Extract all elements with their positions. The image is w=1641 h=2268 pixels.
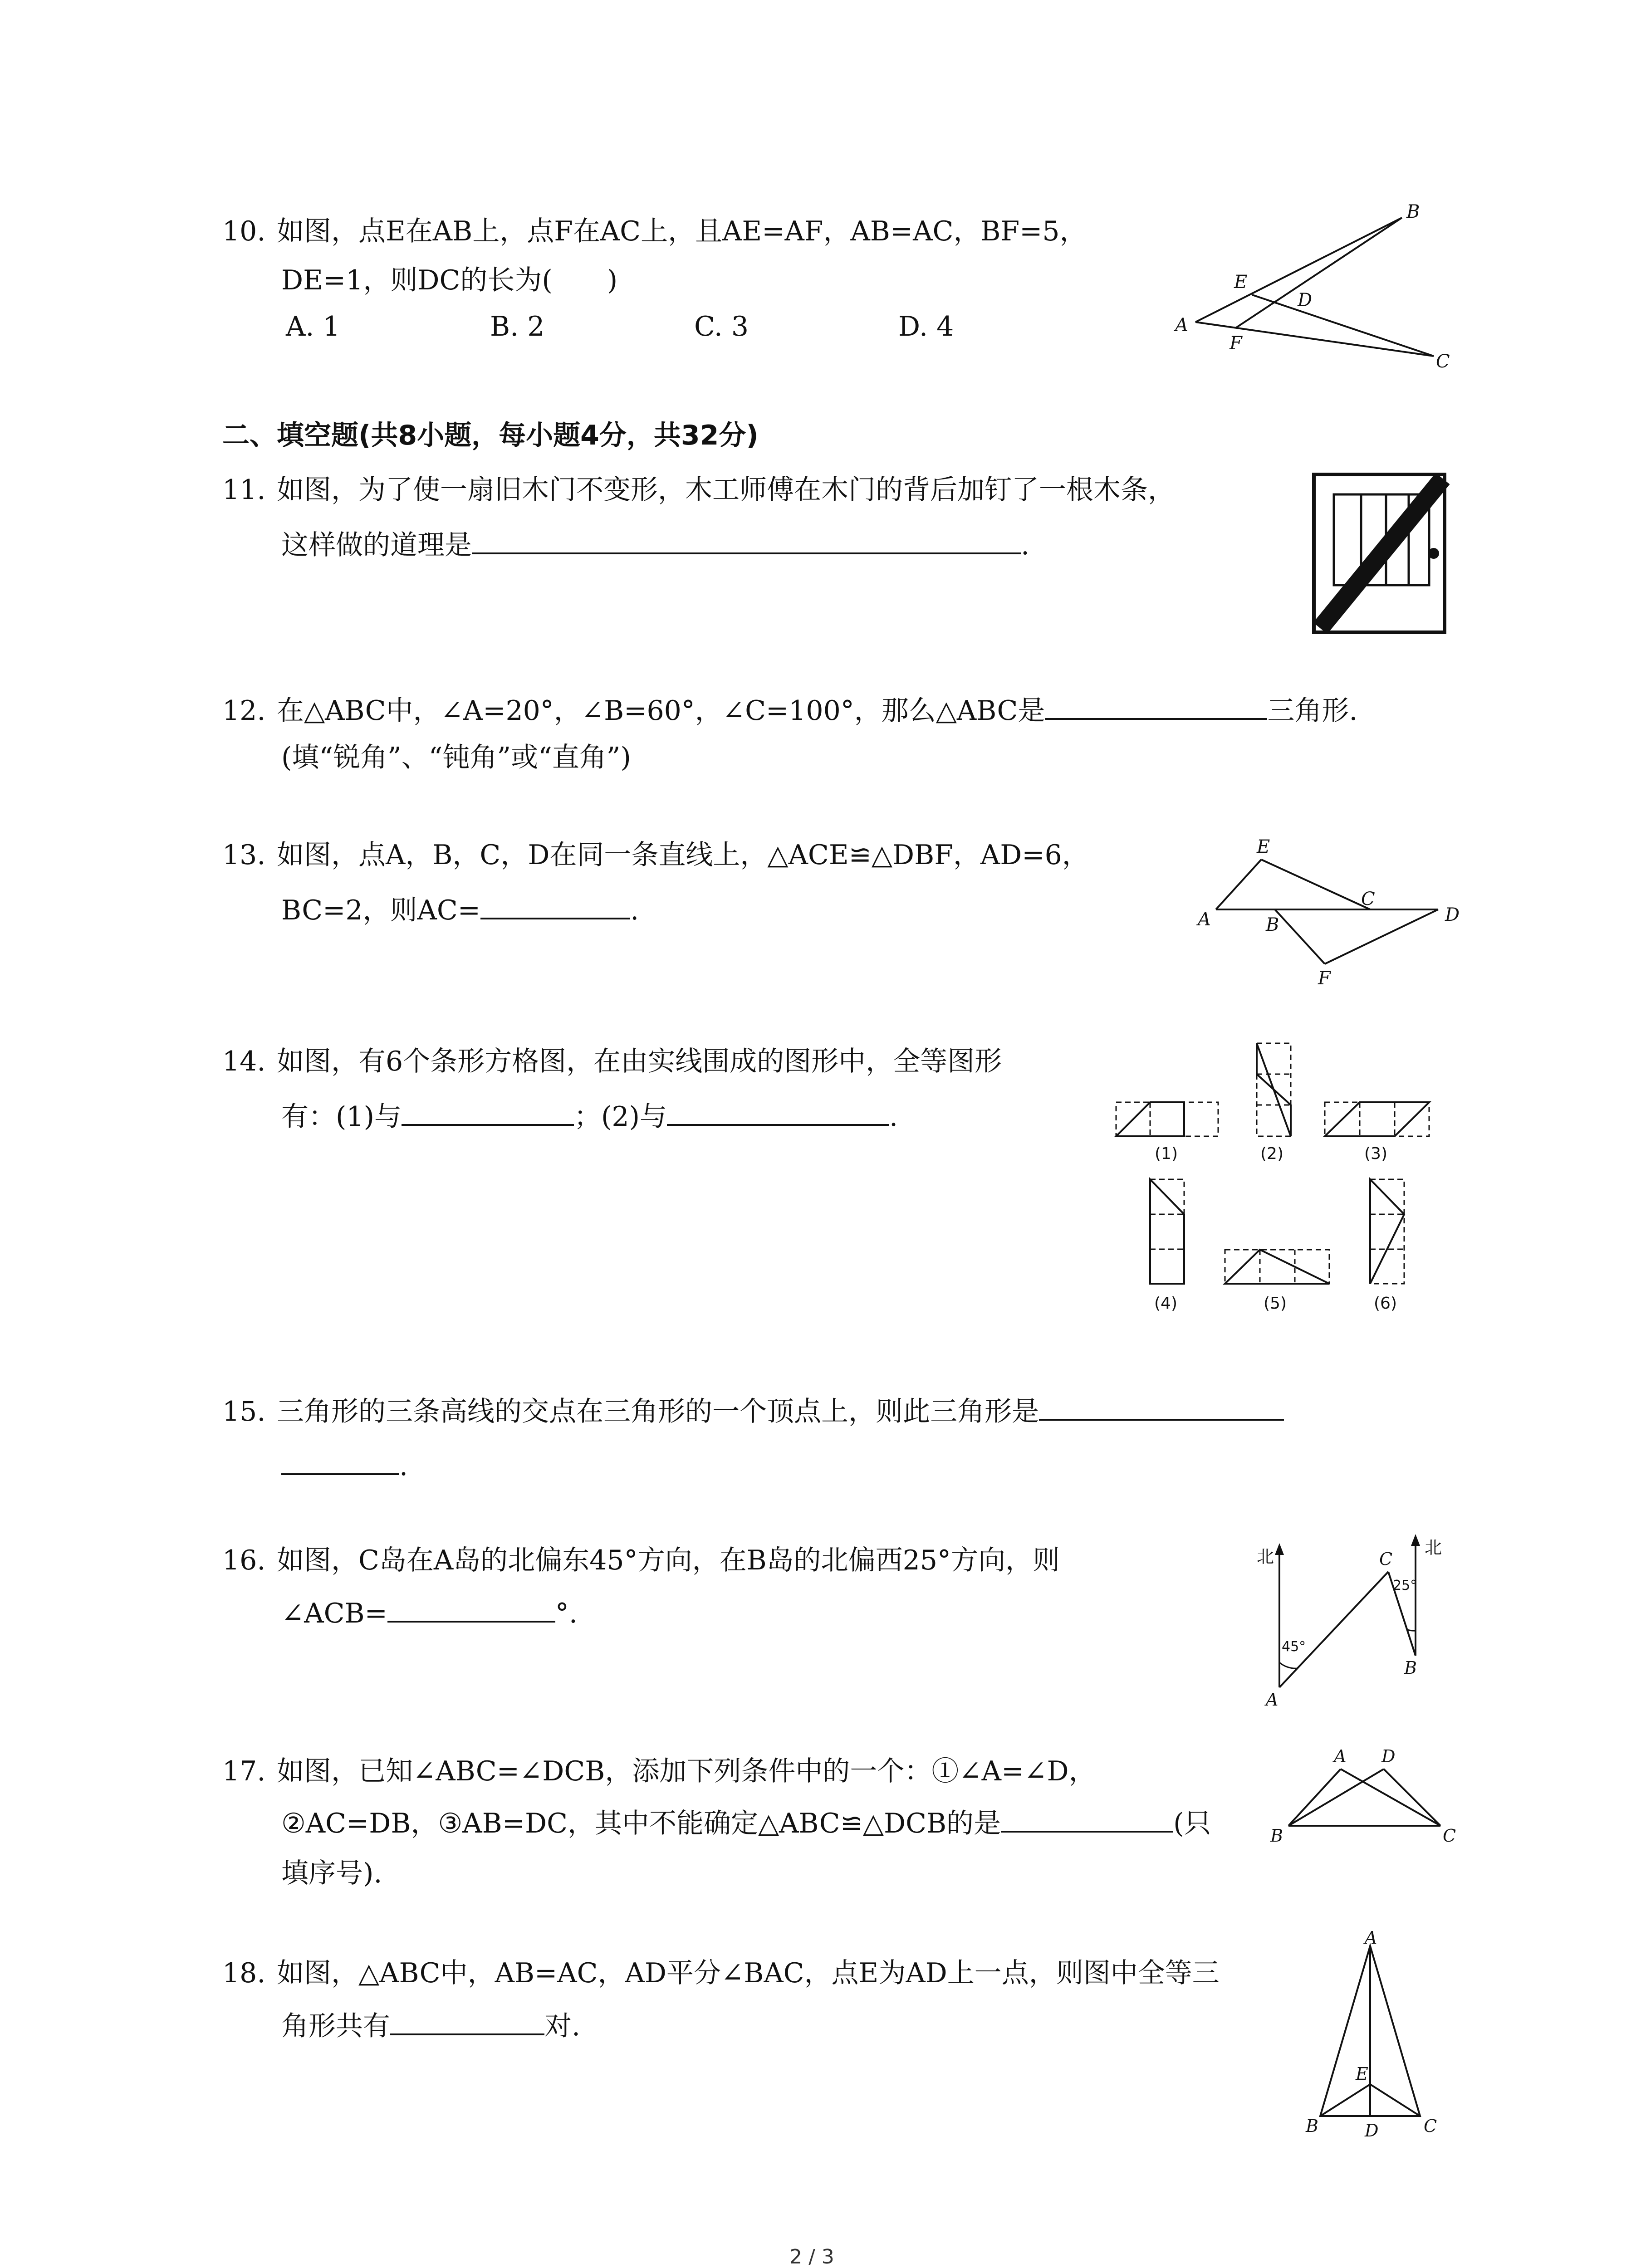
option-b[interactable]: B. 2 [490,311,545,342]
figure-label-3: (3) [1364,1144,1387,1163]
label-a: A [1365,1928,1377,1948]
q13-prefix: BC=2，则AC= [281,894,481,926]
question-number: 13. [222,839,266,871]
answer-blank[interactable] [390,2007,544,2035]
q11-prefix: 这样做的道理是 [281,529,472,561]
figure-label-4: (4) [1154,1294,1177,1313]
figure-label-2: (2) [1260,1144,1283,1163]
figure-label-5: (5) [1264,1294,1287,1313]
q12-prefix: 在△ABC中，∠A=20°，∠B=60°，∠C=100°，那么△ABC是 [277,695,1045,727]
figure-label-1: (1) [1155,1144,1178,1163]
q13-line2 [281,891,639,929]
label-a: A [1266,1690,1279,1710]
q13-text-1: 如图，点A，B，C，D在同一条直线上，△ACE≌△DBF，AD=6， [277,839,1089,871]
q13-figure [1193,835,1474,993]
q17-line3: 填序号). [281,1857,382,1889]
q12-line1 [222,692,1357,729]
answer-blank[interactable] [472,526,1021,554]
label-b: B [1406,201,1420,222]
q16-line2 [281,1594,578,1632]
q18-prefix: 角形共有 [281,2010,390,2042]
q14-line2 [281,1098,898,1135]
q15-line1 [222,1393,1284,1430]
question-number: 15. [222,1396,266,1427]
q10-line2: DE=1，则DC的长为( ) [281,264,618,296]
label-e: E [1234,272,1248,293]
label-d: D [1365,2121,1379,2141]
label-c: C [1361,889,1375,909]
q15-text-1: 三角形的三条高线的交点在三角形的一个顶点上，则此三角形是 [277,1396,1039,1427]
answer-blank-2[interactable] [667,1098,889,1126]
page-number: 2 / 3 [789,2245,834,2268]
figure-label-6: (6) [1374,1294,1397,1313]
label-f: F [1230,333,1242,354]
q11-suffix: . [1021,529,1030,561]
q10-figure [1161,200,1461,381]
q18-line2 [281,2007,580,2044]
q16-text-1: 如图，C岛在A岛的北偏东45°方向，在B岛的北偏西25°方向，则 [277,1545,1060,1576]
q15-line2 [281,1447,408,1484]
question-number: 18. [222,1957,266,1989]
question-number: 11. [222,474,266,506]
q17-prefix: ②AC=DB，③AB=DC，其中不能确定△ABC≌△DCB的是 [281,1808,1001,1839]
north-label-right: 北 [1425,1538,1442,1558]
label-c: C [1436,351,1450,372]
angle-45-label: 45° [1282,1639,1306,1655]
label-d: D [1381,1746,1396,1766]
question-number: 14. [222,1046,266,1077]
q16-prefix: ∠ACB= [281,1598,387,1629]
q10-line1 [222,213,1087,249]
answer-blank[interactable] [1039,1393,1284,1421]
label-a: A [1175,315,1188,336]
question-number: 10. [222,215,266,247]
answer-blank-1[interactable] [402,1098,574,1126]
option-d[interactable]: D. 4 [898,311,954,342]
label-c: C [1424,2116,1437,2136]
option-a[interactable]: A. 1 [286,311,340,342]
q13-line1 [222,837,1089,873]
q18-suffix: 对. [544,2010,581,2042]
q18-text-1: 如图，△ABC中，AB=AC，AD平分∠BAC，点E为AD上一点，则图中全等三 [277,1957,1220,1989]
answer-blank-continued[interactable] [281,1447,399,1475]
question-number: 17. [222,1755,266,1787]
q16-suffix: °. [555,1598,578,1629]
q13-suffix: . [630,894,639,926]
answer-blank[interactable] [1001,1804,1173,1833]
q10-options [286,308,1102,345]
compass-figure [1248,1533,1465,1715]
q18-figure [1293,1928,1447,2150]
q11-text-1: 如图，为了使一扇旧木门不变形，木工师傅在木门的背后加钉了一根木条， [277,474,1175,506]
q11-line2 [281,526,1029,563]
q17-text-1: 如图，已知∠ABC=∠DCB，添加下列条件中的一个：①∠A=∠D， [277,1755,1096,1787]
label-e: E [1356,2064,1368,2084]
q10-text-1: 如图，点E在AB上，点F在AC上，且AE=AF，AB=AC，BF=5， [277,215,1087,247]
answer-blank[interactable] [1045,692,1267,720]
q12-suffix: 三角形. [1267,695,1358,727]
label-a: A [1334,1746,1347,1766]
q14-part-b: ；(2)与 [574,1101,667,1133]
label-a: A [1198,909,1211,930]
angle-25-label: 25° [1393,1578,1417,1593]
answer-blank[interactable] [387,1594,555,1623]
question-number: 12. [222,695,266,727]
q16-line1 [222,1542,1060,1579]
q17-figure [1261,1742,1461,1851]
q17-suffix: (只 [1173,1808,1211,1839]
label-c: C [1379,1549,1393,1569]
q14-text-1: 如图，有6个条形方格图，在由实线围成的图形中，全等图形 [277,1046,1002,1077]
label-d: D [1298,290,1313,311]
door-figure [1311,472,1447,635]
strip-figures [1107,1030,1461,1329]
q14-line1 [222,1043,1002,1080]
label-b: B [1266,914,1279,935]
q11-line1 [222,472,1175,508]
q14-part-c: . [889,1101,898,1133]
q15-suffix: . [399,1450,408,1482]
q18-line1 [222,1955,1220,1991]
q17-line1 [222,1753,1096,1789]
answer-blank[interactable] [480,891,630,919]
q14-part-a: 有：(1)与 [281,1101,402,1133]
question-number: 16. [222,1545,266,1576]
label-c: C [1443,1826,1456,1846]
label-b: B [1404,1658,1417,1678]
label-b: B [1306,2116,1318,2136]
q12-line2: (填“锐角”、“钝角”或“直角”) [281,742,631,773]
label-f: F [1318,968,1331,989]
q17-line2 [281,1804,1211,1842]
label-b: B [1270,1826,1283,1846]
north-label-left: 北 [1257,1547,1274,1567]
label-d: D [1445,904,1460,925]
option-c[interactable]: C. 3 [694,311,749,342]
section-heading: 二、填空题(共8小题，每小题4分，共32分) [222,420,759,451]
label-e: E [1257,836,1270,857]
